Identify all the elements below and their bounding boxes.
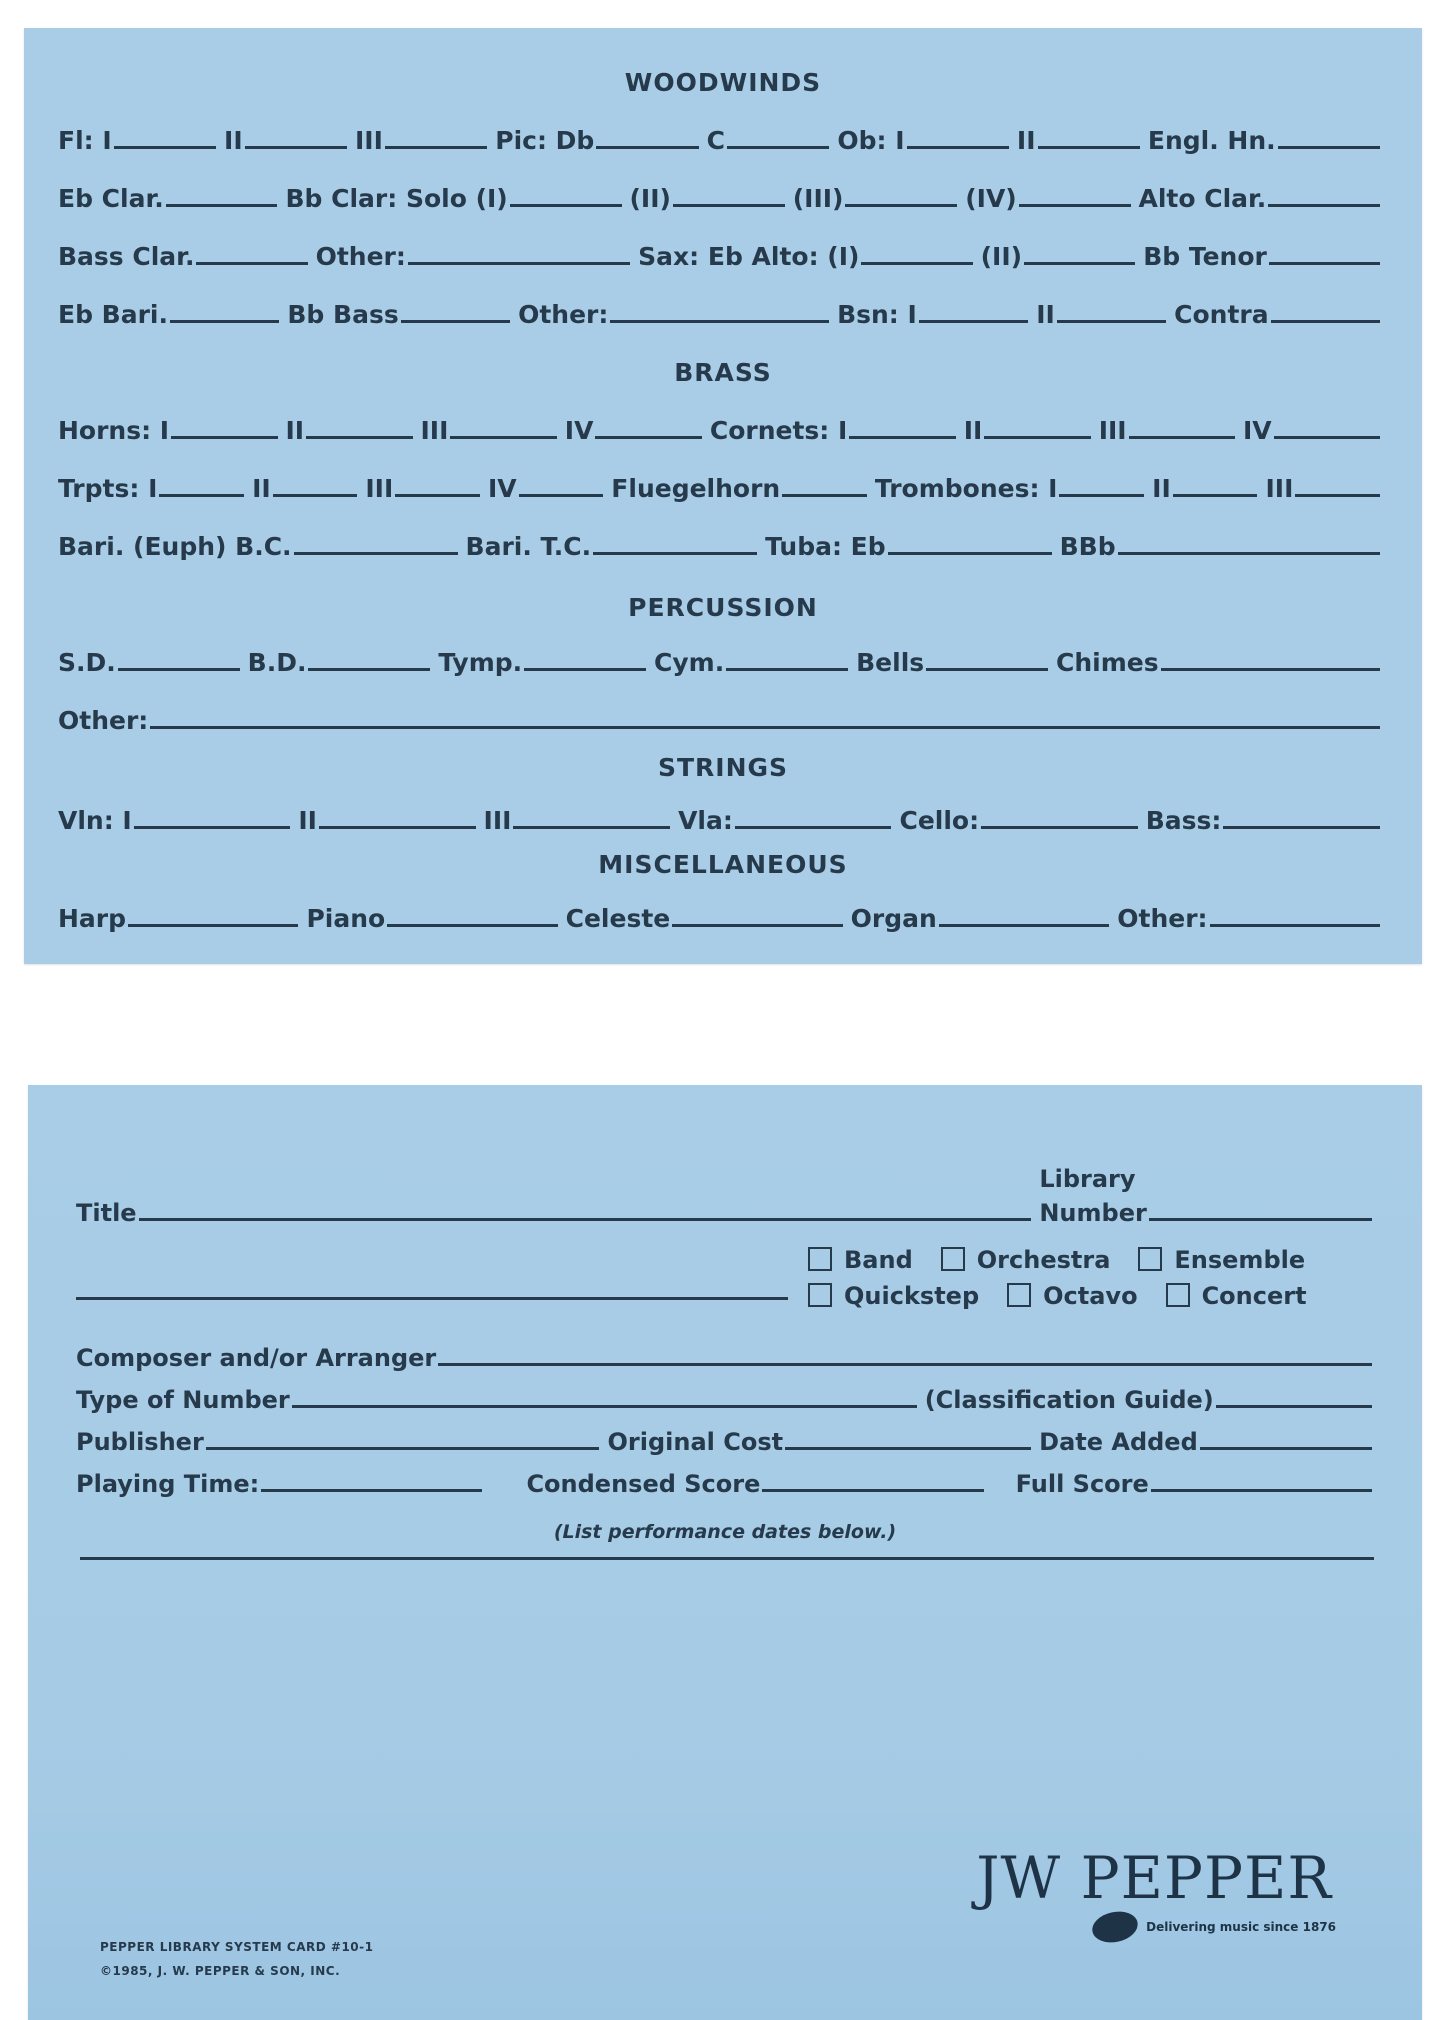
horn-3-label: III xyxy=(420,416,449,445)
harp-label: Harp xyxy=(58,904,127,933)
misc-other-label: Other: xyxy=(1117,904,1208,933)
organ-label: Organ xyxy=(850,904,937,933)
title-field[interactable] xyxy=(139,1218,1032,1221)
composer-row xyxy=(70,1335,1374,1373)
tuba-eb-label: Tuba: Eb xyxy=(765,532,886,561)
bb-bass-sax-field[interactable] xyxy=(401,320,510,323)
brass-row-1 xyxy=(52,408,1382,446)
bells-label: Bells xyxy=(856,648,925,677)
trumpet-2-field[interactable] xyxy=(273,494,358,497)
bassoon-2-field[interactable] xyxy=(1057,320,1166,323)
eb-bari-sax-label: Eb Bari. xyxy=(58,300,168,329)
cornet-2-field[interactable] xyxy=(984,436,1090,439)
oboe-1-field[interactable] xyxy=(907,146,1009,149)
baritone-tc-label: Bari. T.C. xyxy=(465,532,592,561)
cornet-1-label: Cornets: I xyxy=(709,416,848,445)
violin-3-field[interactable] xyxy=(513,826,670,829)
original-cost-label: Original Cost xyxy=(607,1428,784,1456)
checkbox-row-2 xyxy=(798,1279,1374,1313)
cornet-3-field[interactable] xyxy=(1129,436,1235,439)
date-added-field[interactable] xyxy=(1200,1447,1372,1450)
woodwinds-row-1 xyxy=(52,118,1382,156)
band-label: Band xyxy=(844,1246,913,1274)
alto-clarinet-label: Alto Clar. xyxy=(1138,184,1267,213)
tagline-text: Delivering music since 1876 xyxy=(1146,1920,1336,1934)
violin-2-label: II xyxy=(298,806,317,835)
trumpet-3-field[interactable] xyxy=(395,494,480,497)
strings-row-1 xyxy=(52,798,1382,836)
quickstep-option[interactable] xyxy=(798,1282,979,1310)
english-horn-field[interactable] xyxy=(1278,146,1380,149)
baritone-bc-field[interactable] xyxy=(294,552,458,555)
woodwinds-row-3 xyxy=(52,234,1382,272)
violin-1-label: Vln: I xyxy=(58,806,132,835)
timpani-label: Tymp. xyxy=(438,648,523,677)
percussion-other-field[interactable] xyxy=(150,726,1380,729)
bb-bass-sax-label: Bb Bass xyxy=(287,300,399,329)
viola-field[interactable] xyxy=(735,826,892,829)
ensemble-checkbox[interactable] xyxy=(1138,1247,1162,1271)
card-number-text: PEPPER LIBRARY SYSTEM CARD #10-1 xyxy=(100,1940,374,1954)
composer-field[interactable] xyxy=(438,1363,1372,1366)
bass-clarinet-field[interactable] xyxy=(196,262,307,265)
english-horn-label: Engl. Hn. xyxy=(1147,126,1276,155)
trombone-3-label: III xyxy=(1265,474,1294,503)
oboe-2-field[interactable] xyxy=(1038,146,1140,149)
chimes-field[interactable] xyxy=(1161,668,1380,671)
eb-clarinet-label: Eb Clar. xyxy=(58,184,164,213)
performance-dates-note: (List performance dates below.) xyxy=(553,1521,897,1543)
viola-label: Vla: xyxy=(678,806,733,835)
bassoon-1-field[interactable] xyxy=(919,320,1028,323)
cornet-2-label: II xyxy=(963,416,983,445)
tuba-eb-field[interactable] xyxy=(888,552,1052,555)
bb-clarinet-3-field[interactable] xyxy=(845,204,957,207)
piccolo-db-field[interactable] xyxy=(596,146,698,149)
record-disc-icon xyxy=(1090,1908,1141,1947)
cymbals-field[interactable] xyxy=(726,668,848,671)
orchestra-option[interactable] xyxy=(931,1246,1111,1274)
piano-label: Piano xyxy=(306,904,386,933)
trombone-1-label: Trombones: I xyxy=(874,474,1058,503)
quickstep-label: Quickstep xyxy=(844,1282,980,1310)
bass-label: Bass: xyxy=(1145,806,1222,835)
flute-3-field[interactable] xyxy=(385,146,487,149)
bass-clarinet-label: Bass Clar. xyxy=(58,242,195,271)
bells-field[interactable] xyxy=(926,668,1048,671)
horn-4-field[interactable] xyxy=(595,436,701,439)
percussion-row-1 xyxy=(52,640,1382,678)
cornet-4-field[interactable] xyxy=(1274,436,1380,439)
flute-1-label: Fl: I xyxy=(58,126,112,155)
bb-clarinet-4-label: (IV) xyxy=(965,184,1017,213)
flute-2-label: II xyxy=(224,126,243,155)
full-score-field[interactable] xyxy=(1151,1489,1372,1492)
concert-option[interactable] xyxy=(1156,1282,1307,1310)
flute-2-field[interactable] xyxy=(245,146,347,149)
publisher-field[interactable] xyxy=(206,1447,600,1450)
strings-heading: STRINGS xyxy=(657,753,789,782)
bb-clarinet-4-field[interactable] xyxy=(1019,204,1131,207)
trumpet-4-label: IV xyxy=(487,474,517,503)
violin-3-label: III xyxy=(483,806,512,835)
horn-4-label: IV xyxy=(564,416,594,445)
celeste-label: Celeste xyxy=(565,904,671,933)
eb-bari-sax-field[interactable] xyxy=(170,320,279,323)
horn-3-field[interactable] xyxy=(450,436,556,439)
eb-alto-sax-2-label: (II) xyxy=(980,242,1023,271)
octavo-checkbox[interactable] xyxy=(1007,1283,1031,1307)
woodwinds-row-4 xyxy=(52,292,1382,330)
ensemble-option[interactable] xyxy=(1128,1246,1305,1274)
trumpet-1-label: Trpts: I xyxy=(58,474,158,503)
eb-alto-sax-2-field[interactable] xyxy=(1024,262,1135,265)
violin-2-field[interactable] xyxy=(319,826,476,829)
trumpet-3-label: III xyxy=(365,474,394,503)
trumpet-1-field[interactable] xyxy=(159,494,244,497)
condensed-score-field[interactable] xyxy=(762,1489,983,1492)
harp-field[interactable] xyxy=(128,924,298,927)
instrumentation-card xyxy=(24,28,1422,964)
miscellaneous-heading: MISCELLANEOUS xyxy=(598,850,848,879)
contra-field[interactable] xyxy=(1271,320,1380,323)
horn-2-label: II xyxy=(285,416,305,445)
playing-time-label: Playing Time: xyxy=(76,1470,260,1498)
octavo-label: Octavo xyxy=(1043,1282,1138,1310)
cymbals-label: Cym. xyxy=(654,648,725,677)
bb-clarinet-solo-field[interactable] xyxy=(510,204,622,207)
trombone-2-label: II xyxy=(1152,474,1171,503)
number-label: Number xyxy=(1039,1199,1147,1227)
eb-alto-sax-1-label: Sax: Eb Alto: (I) xyxy=(638,242,860,271)
library-number-field[interactable] xyxy=(1149,1218,1372,1221)
piccolo-db-label: Pic: Db xyxy=(495,126,595,155)
bb-clarinet-3-label: (III) xyxy=(792,184,844,213)
bass-drum-label: B.D. xyxy=(247,648,307,677)
concert-checkbox[interactable] xyxy=(1166,1283,1190,1307)
woodwind-other-label: Other: xyxy=(315,242,406,271)
misc-other-field[interactable] xyxy=(1210,924,1380,927)
cornet-4-label: IV xyxy=(1242,416,1272,445)
type-of-number-label: Type of Number xyxy=(76,1386,290,1414)
bb-tenor-field[interactable] xyxy=(1269,262,1380,265)
snare-drum-field[interactable] xyxy=(118,668,240,671)
percussion-other-label: Other: xyxy=(58,706,149,735)
trombone-2-field[interactable] xyxy=(1173,494,1258,497)
cornet-1-field[interactable] xyxy=(849,436,955,439)
date-added-label: Date Added xyxy=(1039,1428,1198,1456)
trombone-1-field[interactable] xyxy=(1059,494,1144,497)
brass-heading: BRASS xyxy=(674,358,772,387)
logo-tagline xyxy=(1092,1912,1336,1942)
condensed-score-label: Condensed Score xyxy=(526,1470,761,1498)
type-row xyxy=(70,1377,1374,1415)
snare-drum-label: S.D. xyxy=(58,648,116,677)
baritone-tc-field[interactable] xyxy=(593,552,757,555)
full-score-label: Full Score xyxy=(1015,1470,1149,1498)
checkbox-row-1 xyxy=(798,1243,1374,1277)
playing-time-field[interactable] xyxy=(261,1489,482,1492)
eb-clarinet-field[interactable] xyxy=(166,204,278,207)
violin-1-field[interactable] xyxy=(134,826,291,829)
octavo-option[interactable] xyxy=(997,1282,1137,1310)
chimes-label: Chimes xyxy=(1056,648,1159,677)
orchestra-checkbox[interactable] xyxy=(941,1247,965,1271)
trombone-3-field[interactable] xyxy=(1295,494,1380,497)
cello-field[interactable] xyxy=(981,826,1138,829)
sax-other-field[interactable] xyxy=(610,320,829,323)
orchestra-label: Orchestra xyxy=(976,1246,1111,1274)
miscellaneous-row-1 xyxy=(52,896,1382,934)
woodwinds-heading: WOODWINDS xyxy=(624,68,822,97)
flute-1-field[interactable] xyxy=(114,146,216,149)
library-number-label xyxy=(1033,1165,1147,1228)
organ-field[interactable] xyxy=(939,924,1109,927)
type-of-number-field[interactable] xyxy=(292,1405,917,1408)
horn-1-label: Horns: I xyxy=(58,416,170,445)
band-option[interactable] xyxy=(798,1246,913,1274)
bb-clarinet-2-field[interactable] xyxy=(673,204,785,207)
copyright-text: ©1985, J. W. PEPPER & SON, INC. xyxy=(100,1964,341,1978)
piccolo-c-field[interactable] xyxy=(727,146,829,149)
ensemble-label: Ensemble xyxy=(1174,1246,1306,1274)
alto-clarinet-field[interactable] xyxy=(1268,204,1380,207)
oboe-1-label: Ob: I xyxy=(837,126,905,155)
library-card xyxy=(28,1085,1422,2020)
bb-clarinet-2-label: (II) xyxy=(629,184,671,213)
bb-tenor-label: Bb Tenor xyxy=(1143,242,1267,271)
publisher-row xyxy=(70,1419,1374,1457)
band-checkbox[interactable] xyxy=(808,1247,832,1271)
timpani-field[interactable] xyxy=(524,668,646,671)
trumpet-4-field[interactable] xyxy=(519,494,604,497)
jw-pepper-logo: JW PEPPER xyxy=(976,1844,1332,1912)
tuba-bbb-field[interactable] xyxy=(1118,552,1380,555)
composer-label: Composer and/or Arranger xyxy=(76,1344,437,1372)
percussion-heading: PERCUSSION xyxy=(628,593,818,622)
bass-field[interactable] xyxy=(1223,826,1380,829)
performance-dates-rule xyxy=(80,1557,1374,1560)
cornet-3-label: III xyxy=(1098,416,1127,445)
tuba-bbb-label: BBb xyxy=(1059,532,1116,561)
quickstep-checkbox[interactable] xyxy=(808,1283,832,1307)
cello-label: Cello: xyxy=(899,806,980,835)
horn-1-field[interactable] xyxy=(171,436,277,439)
percussion-row-2 xyxy=(52,698,1382,736)
brass-row-3 xyxy=(52,524,1382,562)
bb-clarinet-solo-label: Bb Clar: Solo (I) xyxy=(285,184,508,213)
celeste-field[interactable] xyxy=(672,924,842,927)
library-label: Library xyxy=(1039,1165,1136,1193)
title-continuation-field[interactable] xyxy=(76,1297,788,1300)
classification-guide-label: (Classification Guide) xyxy=(924,1386,1214,1414)
baritone-bc-label: Bari. (Euph) B.C. xyxy=(58,532,292,561)
original-cost-field[interactable] xyxy=(785,1447,1031,1450)
classification-guide-field[interactable] xyxy=(1216,1405,1372,1408)
horn-2-field[interactable] xyxy=(306,436,412,439)
title-row xyxy=(70,1165,1374,1228)
publisher-label: Publisher xyxy=(76,1428,204,1456)
trumpet-2-label: II xyxy=(252,474,271,503)
bassoon-2-label: II xyxy=(1036,300,1055,329)
piccolo-c-label: C xyxy=(706,126,726,155)
woodwinds-row-2 xyxy=(52,176,1382,214)
title-label: Title xyxy=(76,1199,137,1227)
oboe-2-label: II xyxy=(1016,126,1036,155)
sax-other-label: Other: xyxy=(518,300,609,329)
bass-drum-field[interactable] xyxy=(308,668,430,671)
woodwind-other-field[interactable] xyxy=(408,262,630,265)
brass-row-2 xyxy=(52,466,1382,504)
concert-label: Concert xyxy=(1201,1282,1307,1310)
piano-field[interactable] xyxy=(387,924,557,927)
fluegelhorn-label: Fluegelhorn xyxy=(611,474,781,503)
eb-alto-sax-1-field[interactable] xyxy=(861,262,972,265)
playing-time-row xyxy=(70,1461,1374,1499)
bassoon-1-label: Bsn: I xyxy=(837,300,917,329)
fluegelhorn-field[interactable] xyxy=(782,494,867,497)
contra-label: Contra xyxy=(1174,300,1269,329)
flute-3-label: III xyxy=(354,126,383,155)
